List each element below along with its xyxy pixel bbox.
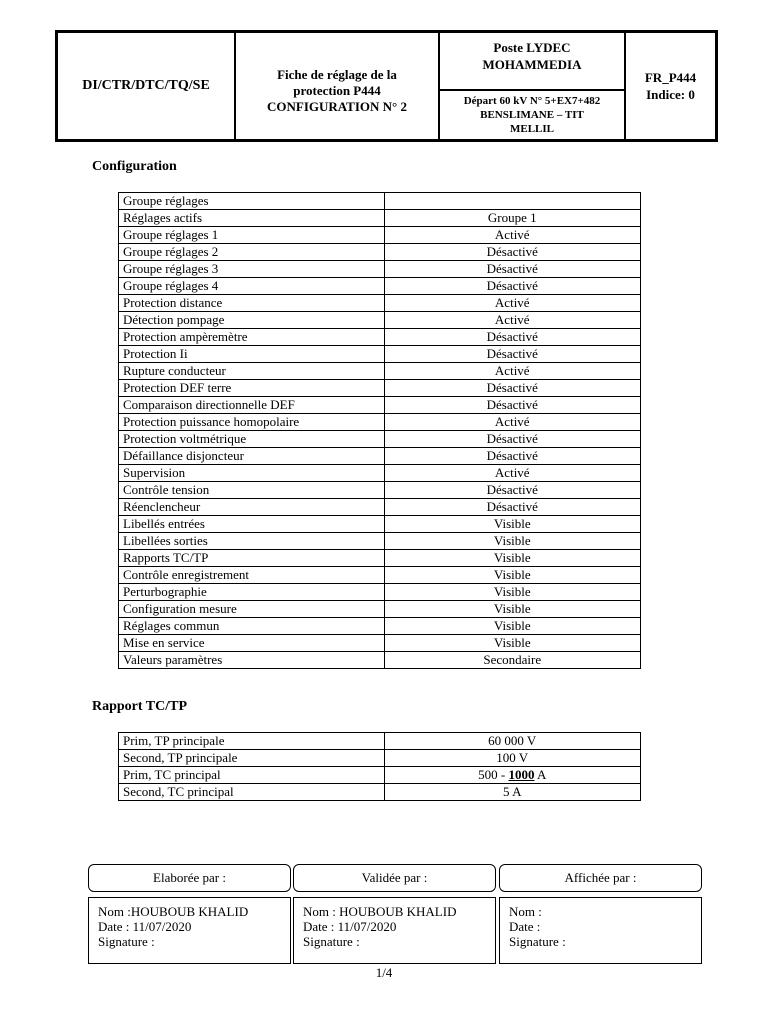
- title-line-1: Fiche de réglage de la: [277, 67, 397, 82]
- affichee-box: [499, 897, 702, 964]
- rapport-value: 60 000 V: [384, 733, 640, 750]
- config-value: Activé: [384, 465, 640, 482]
- rapport-label: Prim, TC principal: [119, 767, 385, 784]
- validee-signature: Signature :: [303, 934, 360, 949]
- config-label: Défaillance disjoncteur: [119, 448, 385, 465]
- rapport-value: [384, 767, 640, 784]
- tc-value-emphasis: 1000: [508, 767, 535, 782]
- config-value: Secondaire: [384, 652, 640, 669]
- table-row: [119, 397, 641, 414]
- configuration-table: [118, 192, 641, 669]
- table-row: [119, 482, 641, 499]
- config-value: Désactivé: [384, 499, 640, 516]
- config-value: Activé: [384, 227, 640, 244]
- config-label: Réglages actifs: [119, 210, 385, 227]
- table-row: [119, 601, 641, 618]
- page-number: 1/4: [375, 965, 393, 980]
- table-row: [119, 750, 641, 767]
- config-value: Désactivé: [384, 329, 640, 346]
- depart-line-3: MELLIL: [509, 123, 554, 135]
- config-value: Visible: [384, 635, 640, 652]
- config-value: Désactivé: [384, 244, 640, 261]
- config-value: Visible: [384, 533, 640, 550]
- reference-code: FR_P444: [644, 70, 697, 85]
- table-row: [119, 767, 641, 784]
- poste-name: [440, 33, 624, 91]
- affichee-signature: Signature :: [509, 934, 566, 949]
- validee-header: Validée par :: [293, 864, 496, 892]
- document-header: [55, 30, 718, 142]
- config-value: Désactivé: [384, 278, 640, 295]
- table-row: [119, 618, 641, 635]
- poste-line-2: MOHAMMEDIA: [482, 57, 582, 72]
- poste-cell: [440, 33, 626, 139]
- config-label: Protection Ii: [119, 346, 385, 363]
- config-value: [384, 193, 640, 210]
- table-row: [119, 635, 641, 652]
- config-label: Valeurs paramètres: [119, 652, 385, 669]
- config-value: Visible: [384, 567, 640, 584]
- table-row: [119, 533, 641, 550]
- validee-box: [293, 897, 496, 964]
- config-label: Rupture conducteur: [119, 363, 385, 380]
- config-label: Protection voltmétrique: [119, 431, 385, 448]
- table-row: [119, 733, 641, 750]
- elaboree-box: [88, 897, 291, 964]
- config-label: Protection distance: [119, 295, 385, 312]
- configuration-title: Configuration: [92, 159, 177, 174]
- depart-info: [464, 91, 601, 136]
- reference-cell: [626, 33, 715, 139]
- config-label: Groupe réglages 3: [119, 261, 385, 278]
- table-row: [119, 346, 641, 363]
- rapport-label: Second, TP principale: [119, 750, 385, 767]
- table-row: [119, 380, 641, 397]
- reference-indice: Indice: 0: [646, 87, 695, 102]
- rapport-value: 100 V: [384, 750, 640, 767]
- config-label: Comparaison directionnelle DEF: [119, 397, 385, 414]
- config-value: Visible: [384, 516, 640, 533]
- table-row: [119, 550, 641, 567]
- config-value: Visible: [384, 618, 640, 635]
- table-row: [119, 516, 641, 533]
- table-row: [119, 210, 641, 227]
- config-label: Réglages commun: [119, 618, 385, 635]
- table-row: [119, 499, 641, 516]
- affichee-header: Affichée par :: [499, 864, 702, 892]
- title-line-2: protection P444: [293, 83, 381, 98]
- config-value: Visible: [384, 584, 640, 601]
- config-label: Groupe réglages 1: [119, 227, 385, 244]
- table-row: [119, 414, 641, 431]
- config-label: Groupe réglages 4: [119, 278, 385, 295]
- table-row: [119, 652, 641, 669]
- config-value: Activé: [384, 414, 640, 431]
- affichee-date: Date :: [509, 919, 541, 934]
- config-value: Désactivé: [384, 431, 640, 448]
- config-value: Désactivé: [384, 261, 640, 278]
- elaboree-header: Elaborée par :: [88, 864, 291, 892]
- config-value: Activé: [384, 363, 640, 380]
- config-label: Réenclencheur: [119, 499, 385, 516]
- config-label: Libellés entrées: [119, 516, 385, 533]
- config-label: Groupe réglages: [119, 193, 385, 210]
- config-value: Désactivé: [384, 397, 640, 414]
- table-row: [119, 278, 641, 295]
- poste-line-1: Poste LYDEC: [493, 40, 571, 55]
- config-value: Activé: [384, 295, 640, 312]
- config-value: Visible: [384, 550, 640, 567]
- rapport-label: Second, TC principal: [119, 784, 385, 801]
- config-label: Configuration mesure: [119, 601, 385, 618]
- config-label: Contrôle tension: [119, 482, 385, 499]
- config-value: Visible: [384, 601, 640, 618]
- tc-value-pre: 500 -: [478, 767, 509, 782]
- depart-line-1: Départ 60 kV N° 5+EX7+482: [463, 95, 601, 107]
- table-row: [119, 261, 641, 278]
- title-line-3: CONFIGURATION N° 2: [266, 99, 408, 114]
- config-label: Libellées sorties: [119, 533, 385, 550]
- document-title: [236, 33, 440, 139]
- config-value: Groupe 1: [384, 210, 640, 227]
- config-value: Désactivé: [384, 380, 640, 397]
- config-label: Détection pompage: [119, 312, 385, 329]
- table-row: [119, 784, 641, 801]
- depart-line-2: BENSLIMANE – TIT: [480, 109, 584, 121]
- rapport-title: Rapport TC/TP: [92, 699, 188, 714]
- config-label: Contrôle enregistrement: [119, 567, 385, 584]
- config-value: Désactivé: [384, 448, 640, 465]
- table-row: [119, 448, 641, 465]
- config-label: Perturbographie: [119, 584, 385, 601]
- rapport-table: [118, 732, 641, 801]
- elaboree-date: Date : 11/07/2020: [98, 919, 192, 934]
- table-row: [119, 295, 641, 312]
- elaboree-signature: Signature :: [98, 934, 155, 949]
- table-row: [119, 329, 641, 346]
- config-label: Protection DEF terre: [119, 380, 385, 397]
- table-row: [119, 431, 641, 448]
- validee-nom: Nom : HOUBOUB KHALID: [303, 904, 457, 919]
- config-value: Activé: [384, 312, 640, 329]
- table-row: [119, 193, 641, 210]
- table-row: [119, 363, 641, 380]
- rapport-value: 5 A: [384, 784, 640, 801]
- table-row: [119, 465, 641, 482]
- config-label: Protection ampèremètre: [119, 329, 385, 346]
- department-code: DI/CTR/DTC/TQ/SE: [58, 33, 236, 139]
- config-label: Supervision: [119, 465, 385, 482]
- elaboree-nom: Nom :HOUBOUB KHALID: [98, 904, 249, 919]
- table-row: [119, 244, 641, 261]
- affichee-nom: Nom :: [509, 904, 542, 919]
- table-row: [119, 584, 641, 601]
- table-row: [119, 227, 641, 244]
- config-label: Protection puissance homopolaire: [119, 414, 385, 431]
- table-row: [119, 312, 641, 329]
- config-label: Rapports TC/TP: [119, 550, 385, 567]
- tc-value-post: A: [534, 767, 547, 782]
- config-value: Désactivé: [384, 482, 640, 499]
- config-value: Désactivé: [384, 346, 640, 363]
- rapport-label: Prim, TP principale: [119, 733, 385, 750]
- validee-date: Date : 11/07/2020: [303, 919, 397, 934]
- config-label: Mise en service: [119, 635, 385, 652]
- config-label: Groupe réglages 2: [119, 244, 385, 261]
- table-row: [119, 567, 641, 584]
